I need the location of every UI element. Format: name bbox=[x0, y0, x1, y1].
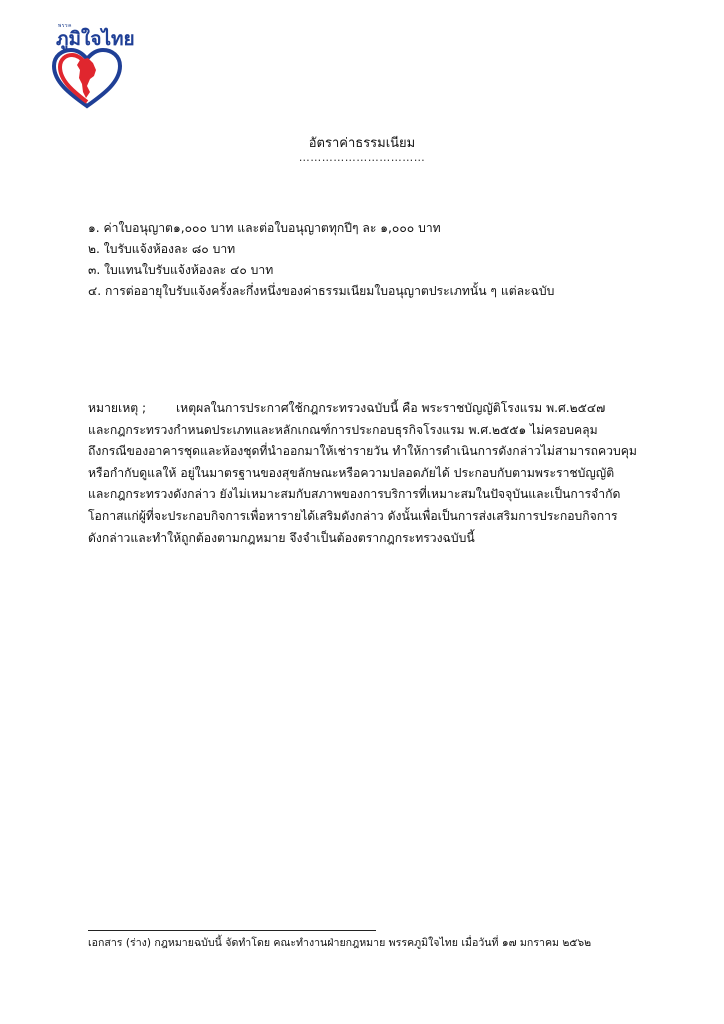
note-line: หรือกำกับดูแลให้ อยู่ในมาตรฐานของสุขลักษณะหรือความปลอดภัยได้ ประกอบกับตามพระราชบัญญัติ bbox=[88, 465, 615, 480]
note-line bbox=[88, 398, 648, 420]
note-line: และกฎกระทรวงกำหนดประเภทและหลักเกณฑ์การประกอบธุรกิจโรงแรม พ.ศ.๒๕๕๑ ไม่ครอบคลุม bbox=[88, 422, 598, 437]
title-underline-dots: …………………………… bbox=[298, 151, 426, 164]
note-line: ดังกล่าวและทำให้ถูกต้องตามกฎหมาย จึงจำเป็นต้องตรากฎกระทรวงฉบับนี้ bbox=[88, 530, 475, 545]
logo-name: ภูมิใจไทย bbox=[56, 28, 135, 50]
fee-list bbox=[88, 218, 554, 302]
note-line: โอกาสแก่ผู้ที่จะประกอบกิจการเพื่อหารายได้เสริมดังกล่าว ดังนั้นเพื่อเป็นการส่งเสริมการประกอบกิจการ bbox=[88, 508, 618, 523]
party-logo bbox=[50, 20, 135, 112]
note-label: หมายเหตุ ; bbox=[88, 401, 147, 415]
fee-item: ๑. ค่าใบอนุญาต๑,๐๐๐ บาท และต่อใบอนุญาตทุกปีๆ ละ ๑,๐๐๐ บาท bbox=[88, 221, 441, 235]
note-line: และกฎกระทรวงดังกล่าว ยังไม่เหมาะสมกับสภาพของการบริการที่เหมาะสมในปัจจุบันและเป็นการจำกัด bbox=[88, 487, 621, 502]
note-line: ถึงกรณีของอาคารชุดและห้องชุดที่นำออกมาให้เช่ารายวัน ทำให้การดำเนินการดังกล่าวไม่สามารถควบคุม bbox=[88, 444, 637, 459]
logo-small-text: พรรค bbox=[58, 23, 73, 29]
fee-item: ๒. ใบรับแจ้งห้องละ ๘๐ บาท bbox=[88, 242, 236, 256]
footnote: เอกสาร (ร่าง) กฎหมายฉบับนี้ จัดทำโดย คณะทำงานฝ่ายกฎหมาย พรรคภูมิใจไทย เมื่อวันที่ ๑๗ มกราคม ๒๕๖๒ bbox=[88, 937, 592, 949]
heart-map-icon bbox=[50, 48, 124, 110]
fee-item: ๔. การต่ออายุใบรับแจ้งครั้งละกึ่งหนึ่งของค่าธรรมเนียมใบอนุญาตประเภทนั้น ๆ แต่ละฉบับ bbox=[88, 284, 555, 298]
note-line-text: เหตุผลในการประกาศใช้กฎกระทรวงฉบับนี้ คือ พระราชบัญญัติโรงแรม พ.ศ.๒๕๔๗ bbox=[176, 401, 606, 415]
page-title: อัตราค่าธรรมเนียม bbox=[308, 136, 416, 151]
note-paragraph bbox=[88, 398, 648, 549]
footnote-divider bbox=[88, 930, 376, 931]
fee-item: ๓. ใบแทนใบรับแจ้งห้องละ ๔๐ บาท bbox=[88, 263, 274, 277]
